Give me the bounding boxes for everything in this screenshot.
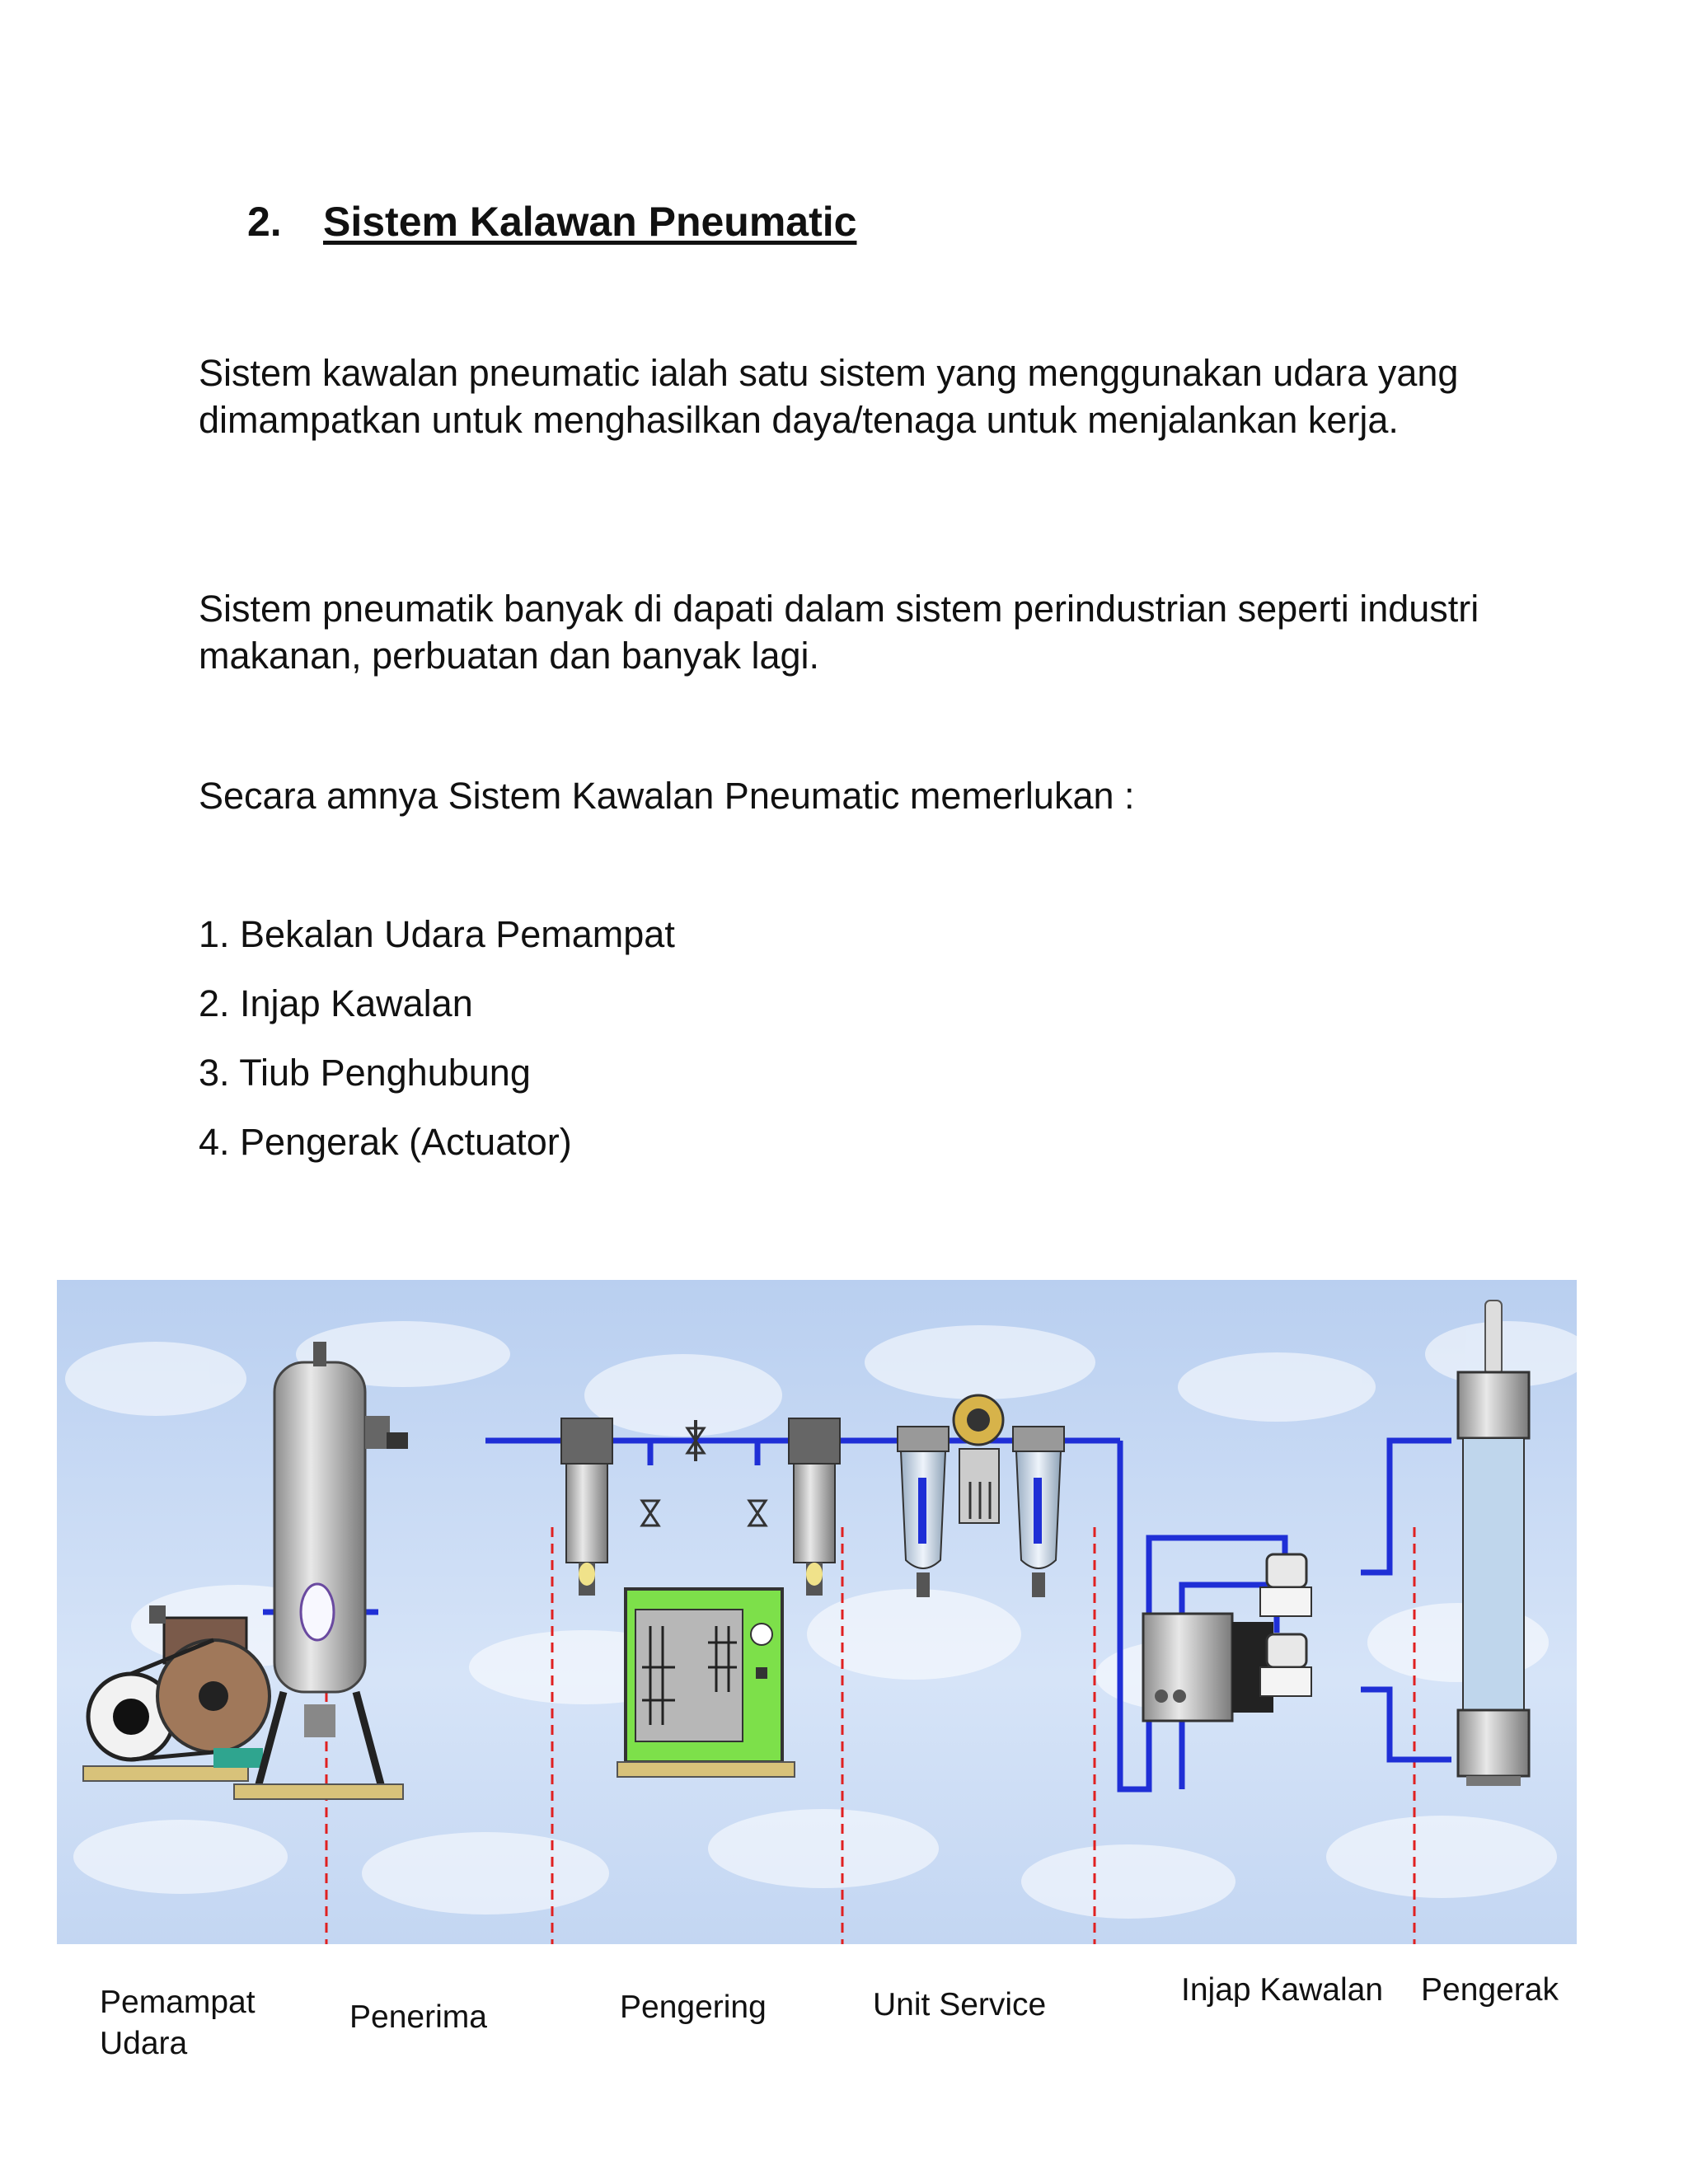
list-item: 4. Pengerak (Actuator) xyxy=(199,1121,572,1163)
label-actuator: Pengerak xyxy=(1421,1972,1559,2008)
section-title: Sistem Kalawan Pneumatic xyxy=(323,199,857,245)
label-receiver: Penerima xyxy=(349,1999,487,2035)
section-number: 2. xyxy=(247,199,282,245)
list-item: 2. Injap Kawalan xyxy=(199,982,473,1024)
label-service-unit: Unit Service xyxy=(873,1987,1047,2022)
paragraph-industry: Sistem pneumatik banyak di dapati dalam sistem perindustrian seperti industri makanan, perbuatan dan banyak lagi. xyxy=(199,588,1479,677)
requirements-list xyxy=(199,911,675,1188)
section-heading xyxy=(247,198,856,246)
actuator-cylinder-icon xyxy=(1458,1301,1529,1786)
paragraph-definition: Sistem kawalan pneumatic ialah satu sistem yang menggunakan udara yang dimampatkan untuk menghasilkan daya/tenaga untuk menjalankan kerja. xyxy=(199,352,1459,441)
label-compressor: Pemampat Udara xyxy=(100,1985,256,2061)
pneumatic-system-diagram xyxy=(57,1280,1577,1944)
list-item: 1. Bekalan Udara Pemampat xyxy=(199,913,675,955)
list-item: 3. Tiub Penghubung xyxy=(199,1052,531,1094)
label-dryer: Pengering xyxy=(620,1990,767,2025)
paragraph-requirements-intro: Secara amnya Sistem Kawalan Pneumatic memerlukan : xyxy=(199,775,1135,817)
label-control-valve: Injap Kawalan xyxy=(1181,1972,1384,2008)
